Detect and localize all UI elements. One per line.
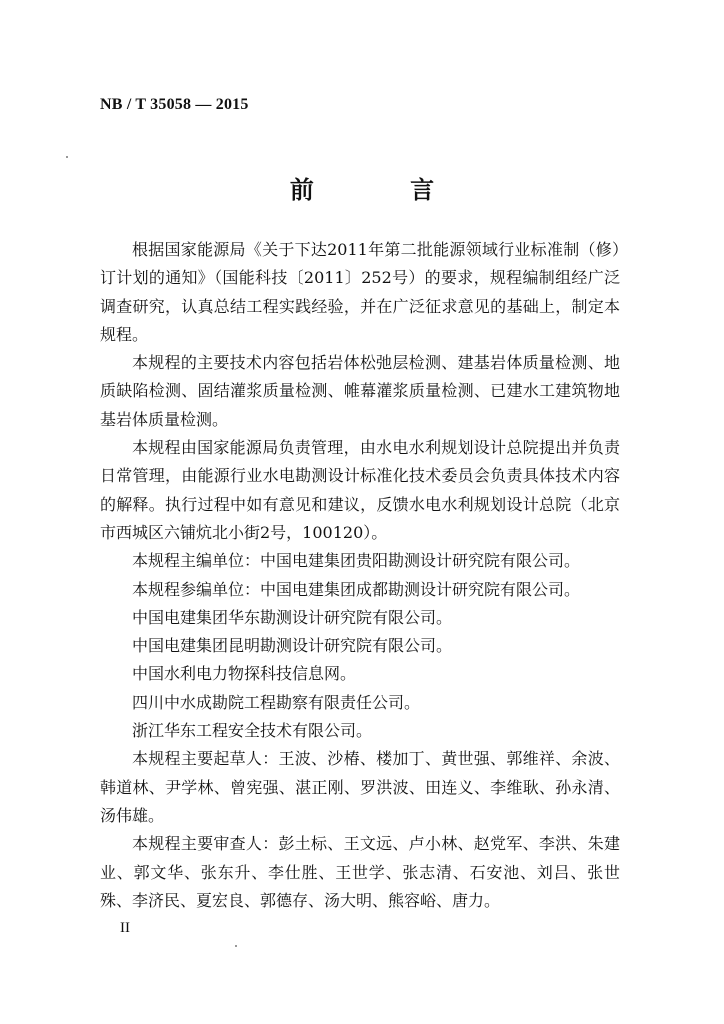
- paragraph-participating-unit: 中国电建集团昆明勘测设计研究院有限公司。: [132, 636, 453, 656]
- paragraph-participating-unit: 四川中水成勘院工程勘察有限责任公司。: [132, 692, 421, 712]
- page-title: 前 言: [289, 175, 479, 204]
- paragraph-participating-unit: 浙江华东工程安全技术有限公司。: [132, 721, 373, 741]
- paragraph-participating-units: 本规程参编单位：中国电建集团成都勘测设计研究院有限公司。: [132, 579, 581, 599]
- paragraph-management: 本规程由国家能源局负责管理，由水电水利规划设计总院提出并负责日常管理，由能源行业水电勘测设计标准化技术委员会负责具体技术内容的解释。执行过程中如有意见和建议，反馈水电水利规划设计总院（北京市西城区六铺炕北小街2号，100120）。: [100, 438, 620, 542]
- paragraph-main-content: 本规程的主要技术内容包括岩体松弛层检测、建基岩体质量检测、地质缺陷检测、固结灌浆质量检测、帷幕灌浆质量检测、已建水工建筑物地基岩体质量检测。: [100, 353, 620, 429]
- paragraph-participating-unit: 中国电建集团华东勘测设计研究院有限公司。: [132, 607, 453, 627]
- scan-speck: [66, 156, 68, 158]
- scan-speck: [235, 945, 237, 947]
- paragraph-basis: 根据国家能源局《关于下达2011年第二批能源领域行业标准制（修）订计划的通知》（国能科技〔2011〕252号）的要求，规程编制组经广泛调查研究，认真总结工程实践经验，并在广泛征求意见的基础上，制定本规程。: [100, 240, 620, 344]
- paragraph-drafters: 本规程主要起草人：王波、沙椿、楼加丁、黄世强、郭维祥、余波、韩道林、尹学林、曾宪强、湛正刚、罗洪波、田连义、李维耿、孙永清、汤伟雄。: [100, 749, 620, 825]
- page-number: II: [120, 920, 130, 936]
- standard-number-header: NB / T 35058 — 2015: [100, 96, 249, 113]
- paragraph-participating-unit: 中国水利电力物探科技信息网。: [132, 664, 357, 684]
- paragraph-reviewers: 本规程主要审查人：彭土标、王文远、卢小林、赵党军、李洪、朱建业、郭文华、张东升、李仕胜、王世学、张志清、石安池、刘吕、张世殊、李济民、夏宏良、郭德存、汤大明、熊容峪、唐力。: [100, 834, 620, 910]
- paragraph-chief-editor: 本规程主编单位：中国电建集团贵阳勘测设计研究院有限公司。: [132, 551, 581, 571]
- body-text: [100, 236, 620, 915]
